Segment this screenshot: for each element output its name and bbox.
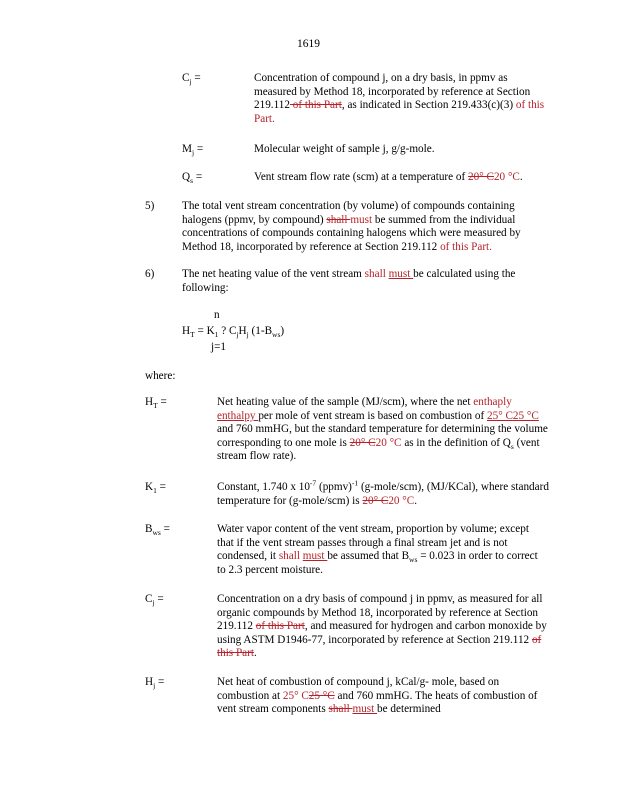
definition-k1 [217,478,557,508]
text-run: shall [364,268,389,280]
page-number: 1619 [297,38,320,50]
text-run: , as indicated in Section 219.433(c)(3) [341,99,516,112]
text-run: . [253,647,257,660]
text-run: 20° C [362,494,389,507]
text-run: 25 °C [512,409,539,422]
text-run: (ppmv) [316,481,352,493]
text-run: shall [326,213,351,226]
text-run: 20 °C [493,171,520,183]
definition-hj [217,676,552,717]
symbol-ht: $H_T$ = [145,396,167,411]
text-run: The net heating value of the vent stream [182,268,365,280]
definition-cj-top [254,72,550,126]
text-run: be assumed that B [327,550,410,563]
text-run: 20 °C [388,494,415,507]
symbol-mj: $M_j$ = [182,143,204,158]
text-run: as in the definition of Q [401,436,511,449]
text-run: 20° C [349,436,376,449]
text-run: must [350,213,373,226]
text-run: . [519,171,523,183]
text-run: . [414,494,418,507]
definition-qs [254,171,574,185]
text-run: -1 [351,478,359,488]
text-run: 25° C [282,689,309,702]
text-run: of this Part. [254,99,545,125]
text-run: Net heating value of the sample (MJ/scm), where the net [217,396,474,408]
text-run: Concentration of compound j, on a dry basis, in ppmv as measured by Method 18, incorporated by reference at Section 219.112 [254,72,531,112]
text-run: of this Part. [440,240,492,253]
item-number-5: 5) [145,200,155,212]
symbol-cj-top: $C_j$ = [182,72,201,87]
text-run: must [302,550,328,563]
text-run: enthaply [473,396,512,408]
text-run: 25 °C [308,689,335,702]
text-run: s [510,442,514,452]
definition-cj-bottom [217,593,547,661]
text-run: of this Part [217,633,542,660]
definition-mj [254,143,554,157]
formula-upper-limit: n [214,309,220,321]
where-label: where: [145,370,176,382]
text-run: and 760 mmHG. The heats of combustion of vent stream components [217,689,538,716]
symbol-hj: $H_j$ = [145,676,165,691]
symbol-bws: $B_{ws}$ = [145,523,170,538]
symbol-k1: $K_1$ = [145,481,166,496]
text-run: 20° C [468,171,494,183]
text-run: 25° C [487,409,513,422]
formula-expression: $H_T = K_1$ ? $C_jH_j$ $(1-B_{ws})$ [182,325,285,340]
text-run: Concentration on a dry basis of compound j in ppmv, as measured for all organic compounds by Method 18, incorporated by reference at Section 219.112 [217,593,543,633]
text-run: shall [328,703,353,716]
text-run: and 760 mmHG, but the standard temperature for determining the volume corresponding to one mole is [217,423,548,449]
item-text-6 [182,268,548,295]
text-run: must [352,703,378,716]
text-run: , and measured for hydrogen and carbon monoxide by using ASTM D1946-77, incorporated by reference at Section 219.112 [217,620,547,646]
text-run: be determined [377,703,441,716]
text-run: Molecular weight of sample j, g/g-mole. [254,143,435,155]
text-run: The total vent stream concentration (by volume) of compounds containing halogens (ppmv, by compound) [182,200,515,226]
definition-ht [217,396,552,464]
text-run: -7 [309,478,317,488]
text-run: of this Part [255,620,305,633]
item-text-5 [182,200,548,254]
symbol-cj-bottom: $C_j$ = [145,593,164,608]
text-run: of this Part [289,99,342,112]
formula-lower-limit: j=1 [211,341,227,353]
text-run: enthalpy [217,409,259,422]
text-run: be calculated using the following: [182,268,516,294]
text-run: 20 °C [375,436,402,449]
text-run: (vent stream flow rate). [217,436,540,463]
text-run: Vent stream flow rate (scm) at a temperature of [254,171,469,183]
text-run: ws [409,555,418,565]
text-run: Net heat of combustion of compound j, kCal/g- mole, based on combustion at [217,676,500,702]
text-run: = 0.023 in order to correct to 2.3 percent moisture. [217,550,538,576]
text-run: per mole of vent stream is based on combustion of [258,409,487,422]
text-run: Water vapor content of the vent stream, proportion by volume; except that if the vent stream passes through a final stream jet and is not condensed, it [217,523,529,563]
text-run: must [388,268,414,280]
text-run: be summed from the individual concentrations of compounds containing halogens which were measured by Method 18, incorporated by reference at Section 219.112 [182,213,521,253]
item-number-6: 6) [145,268,155,280]
text-run: (g-mole/scm), (MJ/KCal), where standard temperature for (g-mole/scm) is [217,481,549,507]
definition-bws [217,523,547,577]
symbol-qs: $Q_s$ = [182,171,203,186]
text-run: Constant, 1.740 x 10 [217,481,310,493]
text-run: shall [278,550,303,563]
